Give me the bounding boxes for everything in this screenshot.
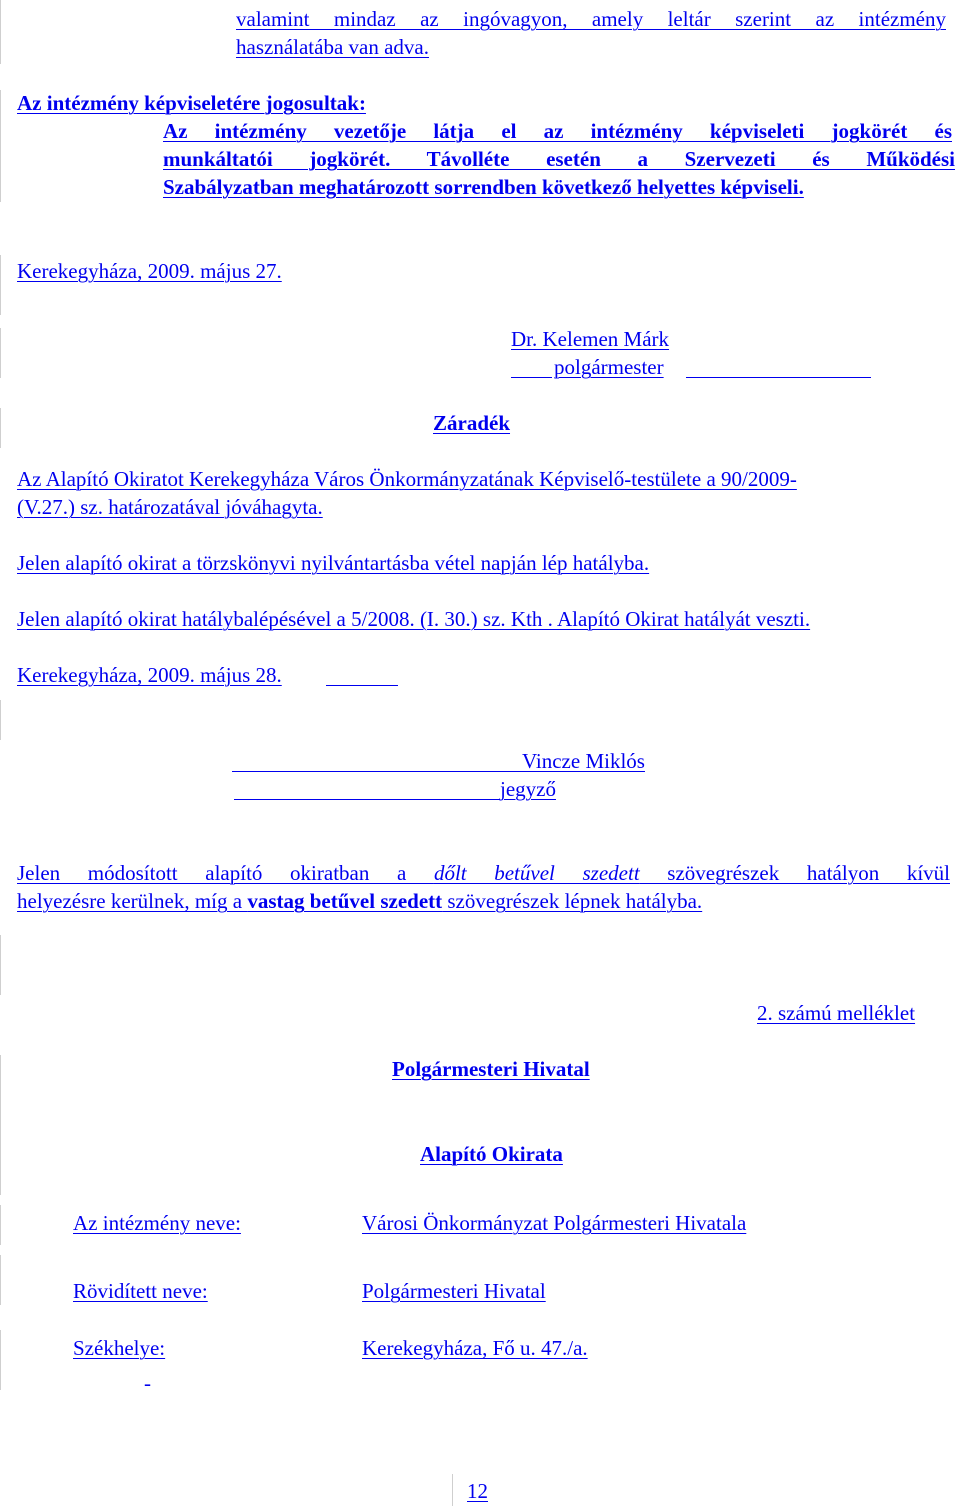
representation-line-2: munkáltatói jogkörét. Távolléte esetén a Szervezeti és Működési [163,147,955,171]
clause-approval-line-1: Az Alapító Okiratot Kerekegyháza Város Önkormányzatának Képviselő-testülete a 90/2009- [17,467,797,491]
charter-title: Alapító Okirata [420,1142,563,1166]
date-second: Kerekegyháza, 2009. május 28. [17,663,282,687]
note-text: Jelen módosított alapító okiratban a [17,861,434,885]
date-first: Kerekegyháza, 2009. május 27. [17,259,282,283]
note-line-1 [17,860,950,886]
margin-change-bar [0,1255,1,1305]
margin-change-bar [0,90,1,202]
note-text: szövegrészek hatályon kívül [639,861,950,885]
margin-change-bar [0,1055,1,1195]
date-rule [326,685,398,686]
signature-rule [686,377,871,378]
margin-change-bar [0,0,1,64]
clause-effect: Jelen alapító okirat a törzskönyvi nyilvántartásba vétel napján lép hatályba. [17,551,650,575]
clause-approval-line-2: (V.27.) sz. határozatával jóváhagyta. [17,495,323,519]
stray-dash: - [144,1371,151,1395]
margin-change-bar [0,935,1,995]
field-value-name: Városi Önkormányzat Polgármesteri Hivatala [362,1211,747,1235]
field-label-seat: Székhelye: [73,1336,166,1360]
field-label-name: Az intézmény neve: [73,1211,241,1235]
representation-line-3: Szabályzatban meghatározott sorrendben következő helyettes képviseli. [163,175,804,199]
margin-change-bar [0,255,1,315]
notary-title: jegyző [500,777,556,801]
signature-rule [511,377,552,378]
margin-change-bar [0,328,1,378]
notary-name: Vincze Miklós [522,749,645,773]
page-number: 12 [467,1479,488,1503]
note-bold-text: vastag betűvel szedett [247,889,443,913]
annex-label: 2. számú melléklet [757,1001,916,1025]
mayor-title: polgármester [554,355,664,379]
office-title: Polgármesteri Hivatal [392,1057,590,1081]
note-text: szövegrészek lépnek hatályba. [442,889,703,913]
field-value-short-name: Polgármesteri Hivatal [362,1279,546,1303]
notary-rule [234,799,500,800]
margin-change-bar [0,700,1,740]
continuation-line-1: valamint mindaz az ingóvagyon, amely leltár szerint az intézmény [236,7,946,31]
margin-change-bar [0,1330,1,1390]
field-label-short-name: Rövidített neve: [73,1279,208,1303]
note-italic-text: dőlt betűvel szedett [433,861,640,885]
representation-line-1: Az intézmény vezetője látja el az intézmény képviseleti jogkörét és [163,119,952,143]
note-line-2 [17,888,702,914]
clause-heading: Záradék [433,411,511,435]
note-text: helyezésre kerülnek, míg a [17,889,248,913]
representation-heading: Az intézmény képviseletére jogosultak: [17,91,366,115]
margin-change-bar [0,408,1,448]
margin-change-bar [0,1205,1,1245]
notary-rule [232,771,522,772]
mayor-name: Dr. Kelemen Márk [511,327,670,351]
field-value-seat: Kerekegyháza, Fő u. 47./a. [362,1336,588,1360]
page-number-separator [452,1474,453,1506]
clause-repeal: Jelen alapító okirat hatálybalépésével a 5/2008. (I. 30.) sz. Kth . Alapító Okirat hatályát veszti. [17,607,811,631]
continuation-line-2: használatába van adva. [236,35,429,59]
